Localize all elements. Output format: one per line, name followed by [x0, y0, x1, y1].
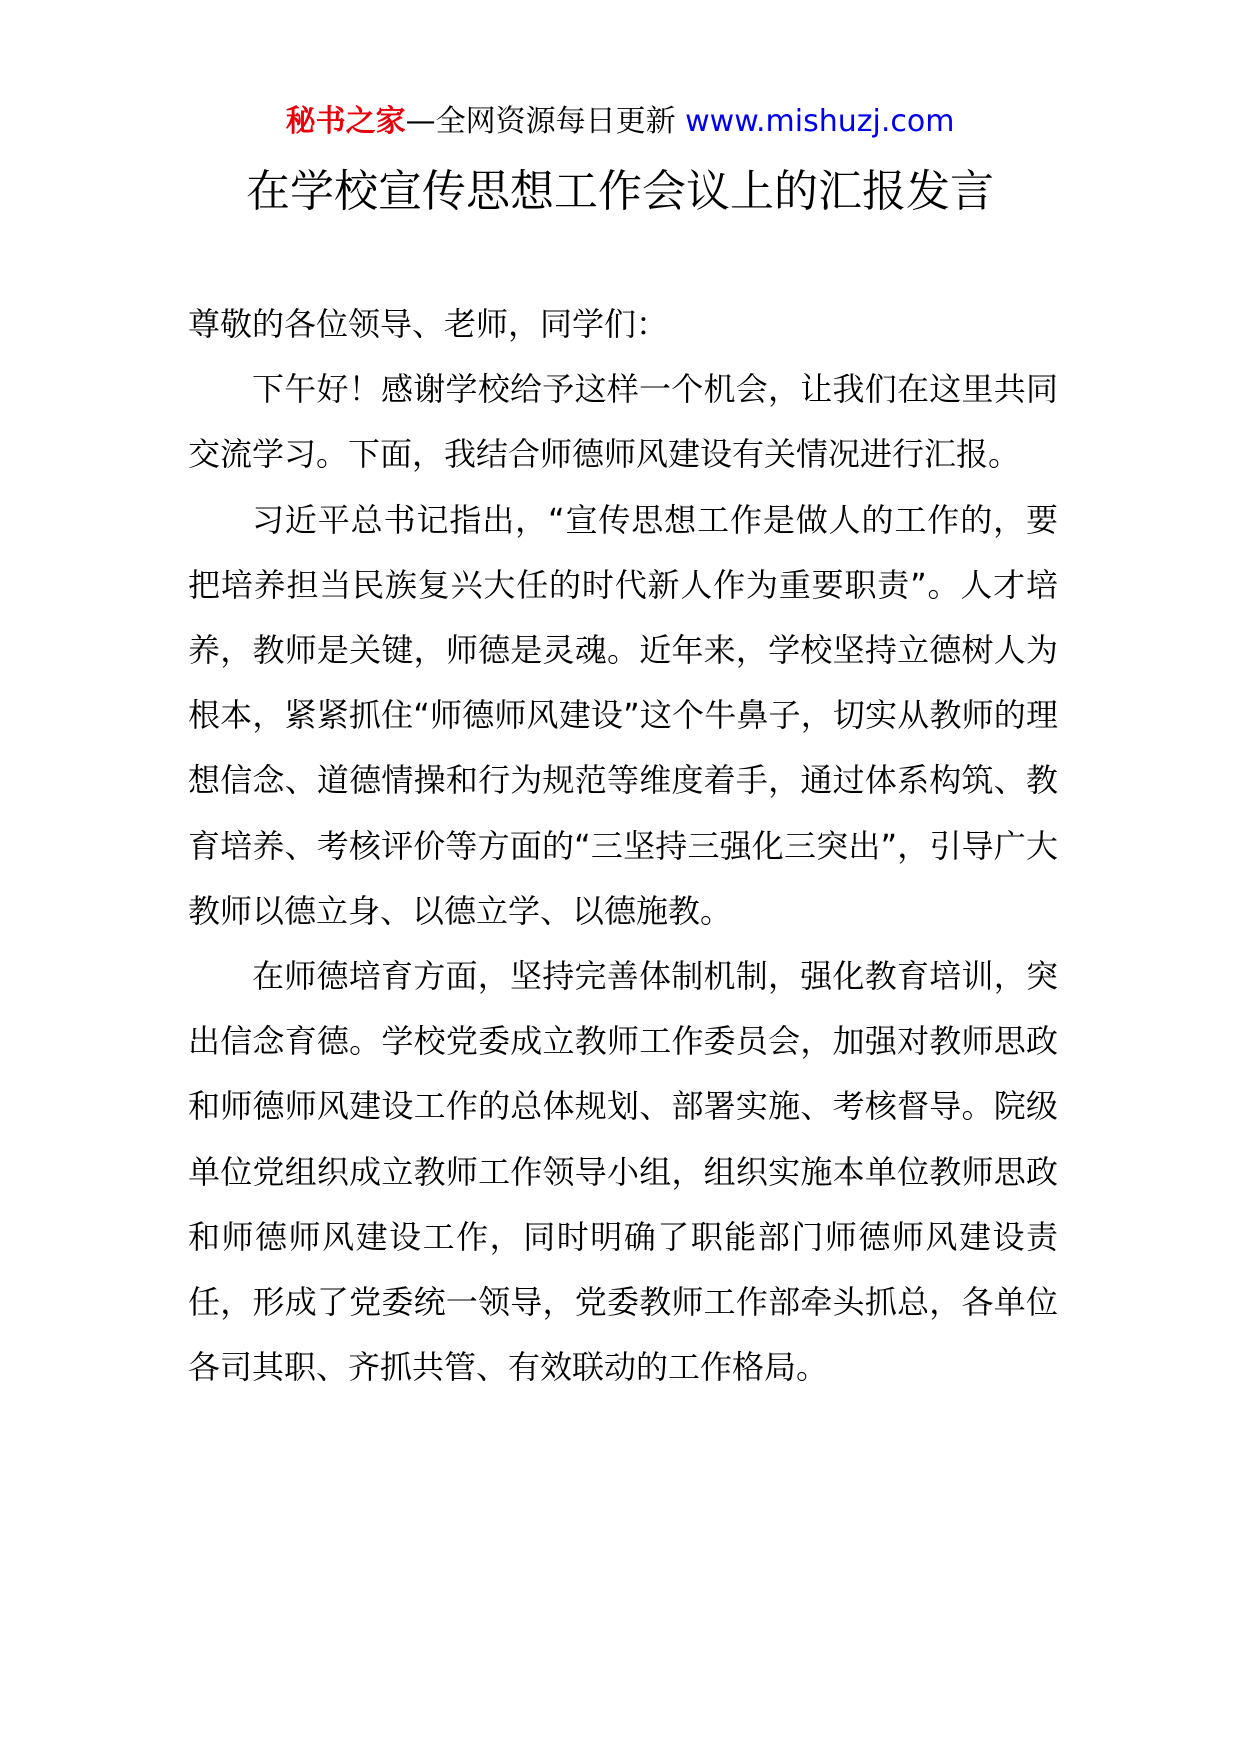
salutation: 尊敬的各位领导、老师，同学们： [188, 305, 669, 343]
paragraph: 习近平总书记指出，“宣传思想工作是做人的工作的，要把培养担当民族复兴大任的时代新人作为重要职责”。人才培养，教师是关键，师德是灵魂。近年来，学校坚持立德树人为根本，紧紧抓住“师德师风建设”这个牛鼻子，切实从教师的理想信念、道德情操和行为规范等维度着手，通过体系构筑、教育培养、考核评价等方面的“三坚持三强化三突出”，引导广大教师以德立身、以德立学、以德施教。 [188, 500, 1058, 930]
paragraph: 下午好！感谢学校给予这样一个机会，让我们在这里共同交流学习。下面，我结合师德师风建设有关情况进行汇报。 [188, 370, 1058, 474]
brand-name: 秘书之家 [285, 104, 406, 139]
site-banner [0, 102, 1240, 142]
banner-tagline: —全网资源每日更新 [405, 104, 676, 139]
document-body [188, 292, 1058, 1400]
site-url-link[interactable]: www.mishuzj.com [685, 104, 955, 139]
document-title: 在学校宣传思想工作会议上的汇报发言 [246, 166, 994, 217]
paragraph: 在师德培育方面，坚持完善体制机制，强化教育培训，突出信念育德。学校党委成立教师工作委员会，加强对教师思政和师德师风建设工作的总体规划、部署实施、考核督导。院级单位党组织成立教师工作领导小组，组织实施本单位教师思政和师德师风建设工作，同时明确了职能部门师德师风建设责任，形成了党委统一领导，党委教师工作部牵头抓总，各单位各司其职、齐抓共管、有效联动的工作格局。 [188, 957, 1058, 1387]
